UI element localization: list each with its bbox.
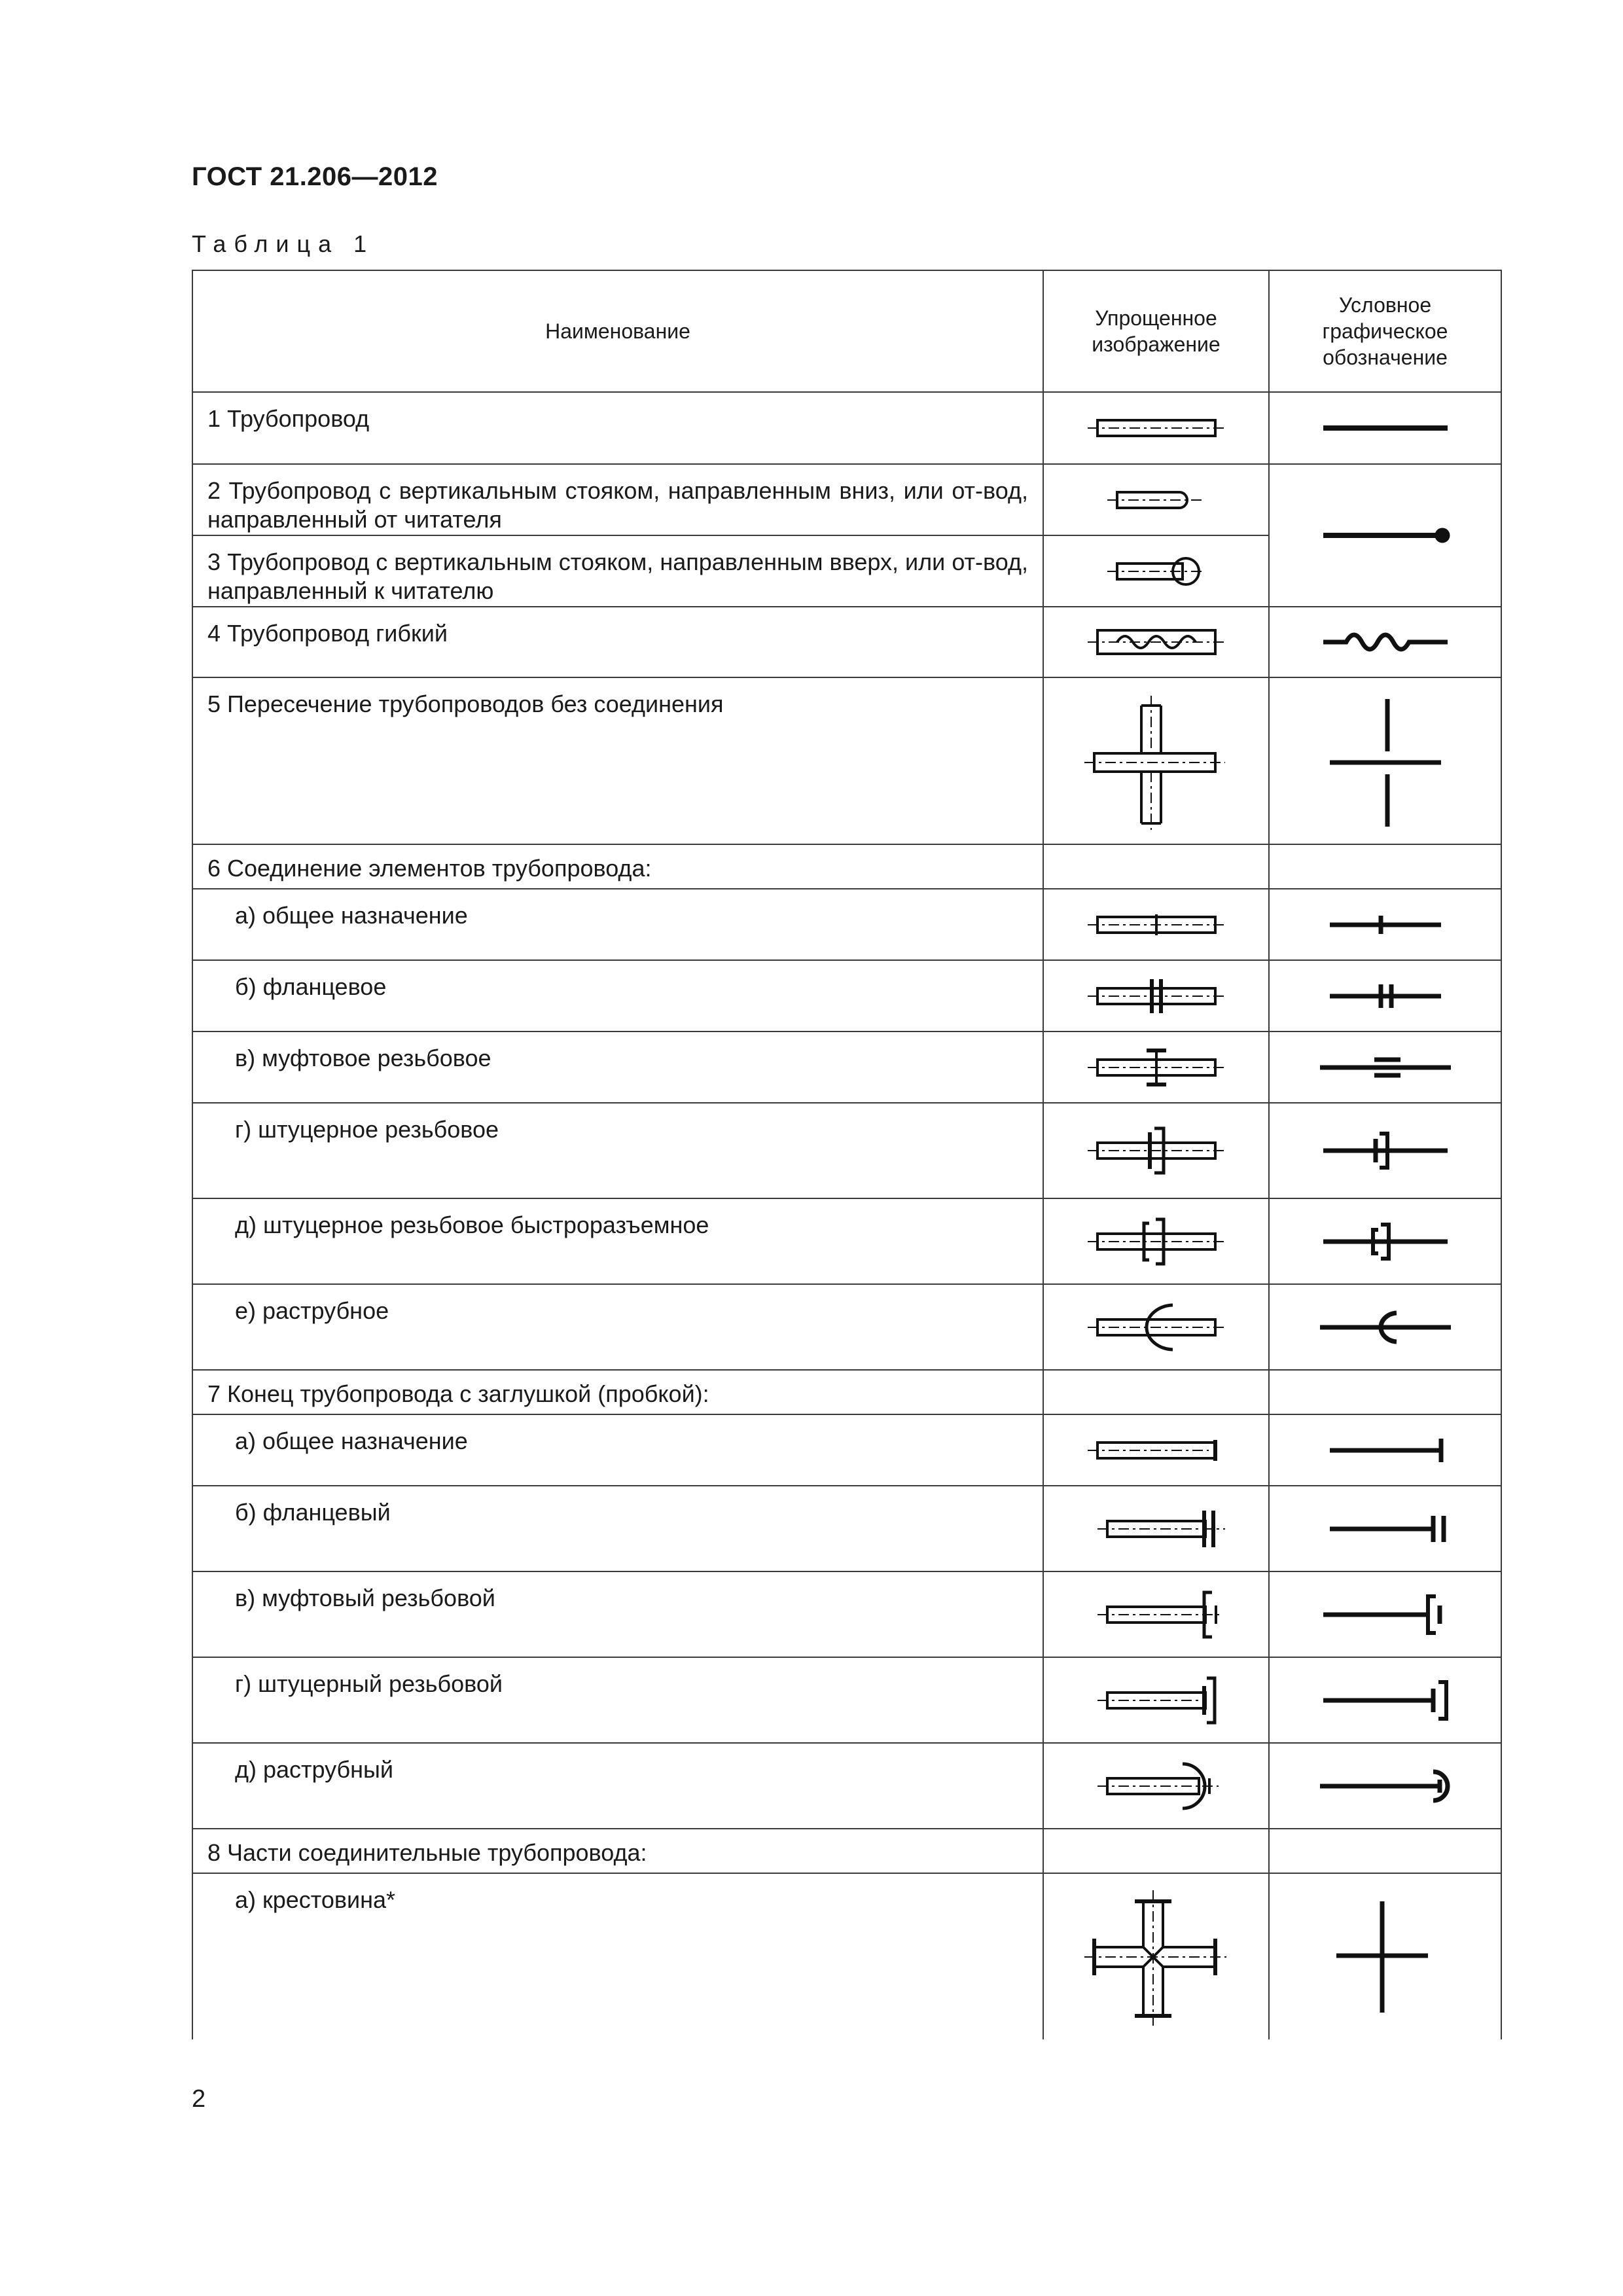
row-name: е) раструбное	[192, 1284, 1043, 1370]
symbol-cross-fitting-icon	[1269, 1873, 1501, 2039]
table-row	[192, 1657, 1501, 1743]
simplified-riser-down-icon	[1043, 464, 1269, 535]
empty-cell	[1043, 1370, 1269, 1414]
table-row	[192, 1486, 1501, 1571]
symbol-plug-socket-icon	[1269, 1743, 1501, 1829]
symbol-joint-union-icon	[1269, 1103, 1501, 1198]
table-row	[192, 1873, 1501, 2039]
simplified-plug-union-icon	[1043, 1657, 1269, 1743]
symbol-plug-coupling-icon	[1269, 1571, 1501, 1657]
row-section-name: 6 Соединение элементов трубопровода:	[192, 844, 1043, 889]
row-name: 4 Трубопровод гибкий	[192, 607, 1043, 677]
simplified-riser-up-icon	[1043, 535, 1269, 607]
empty-cell	[1043, 844, 1269, 889]
row-name: 2 Трубопровод с вертикальным стояком, направленным вниз, или от-вод, направленный от читателя	[192, 464, 1043, 535]
column-header-symbol-line2: графическое	[1322, 319, 1448, 343]
document-header: ГОСТ 21.206—2012	[192, 162, 438, 191]
row-name: б) фланцевый	[192, 1486, 1043, 1571]
table-row	[192, 844, 1501, 889]
column-header-simplified-line2: изображение	[1092, 332, 1221, 356]
simplified-joint-flange-icon	[1043, 960, 1269, 1031]
row-name: 3 Трубопровод с вертикальным стояком, направленным вверх, или от-вод, направленный к читателю	[192, 535, 1043, 607]
simplified-cross-fitting-icon	[1043, 1873, 1269, 2039]
row-name: а) общее назначение	[192, 1414, 1043, 1486]
column-header-name: Наименование	[192, 270, 1043, 392]
symbol-joint-general-icon	[1269, 889, 1501, 960]
simplified-flexible-pipe-icon	[1043, 607, 1269, 677]
symbol-flexible-pipe-icon	[1269, 607, 1501, 677]
row-section-name: 7 Конец трубопровода с заглушкой (пробкой):	[192, 1370, 1043, 1414]
row-name: 5 Пересечение трубопроводов без соединения	[192, 677, 1043, 844]
simplified-plug-flange-icon	[1043, 1486, 1269, 1571]
simplified-joint-union-icon	[1043, 1103, 1269, 1198]
simplified-joint-socket-icon	[1043, 1284, 1269, 1370]
row-section-name: 8 Части соединительные трубопровода:	[192, 1829, 1043, 1873]
column-header-simplified	[1043, 270, 1269, 392]
symbol-pipeline-icon	[1269, 392, 1501, 464]
table-row	[192, 1743, 1501, 1829]
symbol-crossing-icon	[1269, 677, 1501, 844]
row-name: д) раструбный	[192, 1743, 1043, 1829]
empty-cell	[1043, 1829, 1269, 1873]
table-row	[192, 607, 1501, 677]
table-row	[192, 1284, 1501, 1370]
symbol-riser-icon	[1269, 464, 1501, 607]
symbol-plug-union-icon	[1269, 1657, 1501, 1743]
table-header-row	[192, 270, 1501, 392]
simplified-pipeline-icon	[1043, 392, 1269, 464]
simplified-crossing-icon	[1043, 677, 1269, 844]
row-name: в) муфтовое резьбовое	[192, 1031, 1043, 1103]
table-row	[192, 392, 1501, 464]
table-row	[192, 1571, 1501, 1657]
row-name: д) штуцерное резьбовое быстроразъемное	[192, 1198, 1043, 1284]
page-number: 2	[192, 2085, 206, 2113]
table-row	[192, 1103, 1501, 1198]
simplified-plug-general-icon	[1043, 1414, 1269, 1486]
row-name: г) штуцерное резьбовое	[192, 1103, 1043, 1198]
simplified-joint-coupling-icon	[1043, 1031, 1269, 1103]
row-name: г) штуцерный резьбовой	[192, 1657, 1043, 1743]
row-name: 1 Трубопровод	[192, 392, 1043, 464]
symbols-table	[192, 270, 1502, 2039]
row-name: а) крестовина*	[192, 1873, 1043, 2039]
table-row	[192, 1414, 1501, 1486]
table-row	[192, 677, 1501, 844]
table-row	[192, 960, 1501, 1031]
table-row	[192, 1031, 1501, 1103]
symbol-joint-quick-union-icon	[1269, 1198, 1501, 1284]
simplified-plug-coupling-icon	[1043, 1571, 1269, 1657]
symbol-joint-socket-icon	[1269, 1284, 1501, 1370]
symbol-plug-flange-icon	[1269, 1486, 1501, 1571]
table-caption: Таблица 1	[192, 230, 375, 257]
symbol-joint-coupling-icon	[1269, 1031, 1501, 1103]
empty-cell	[1269, 844, 1501, 889]
column-header-symbol-line1: Условное	[1338, 293, 1432, 317]
empty-cell	[1269, 1829, 1501, 1873]
row-name: б) фланцевое	[192, 960, 1043, 1031]
symbol-plug-general-icon	[1269, 1414, 1501, 1486]
symbol-joint-flange-icon	[1269, 960, 1501, 1031]
empty-cell	[1269, 1370, 1501, 1414]
simplified-joint-quick-union-icon	[1043, 1198, 1269, 1284]
simplified-joint-general-icon	[1043, 889, 1269, 960]
simplified-plug-socket-icon	[1043, 1743, 1269, 1829]
table-row	[192, 1370, 1501, 1414]
table-row	[192, 1198, 1501, 1284]
row-name: в) муфтовый резьбовой	[192, 1571, 1043, 1657]
table-row	[192, 889, 1501, 960]
column-header-symbol-line3: обозначение	[1323, 346, 1448, 369]
row-name: а) общее назначение	[192, 889, 1043, 960]
table-row	[192, 1829, 1501, 1873]
column-header-symbol	[1269, 270, 1501, 392]
column-header-simplified-line1: Упрощенное	[1095, 306, 1217, 330]
table-row	[192, 464, 1501, 535]
